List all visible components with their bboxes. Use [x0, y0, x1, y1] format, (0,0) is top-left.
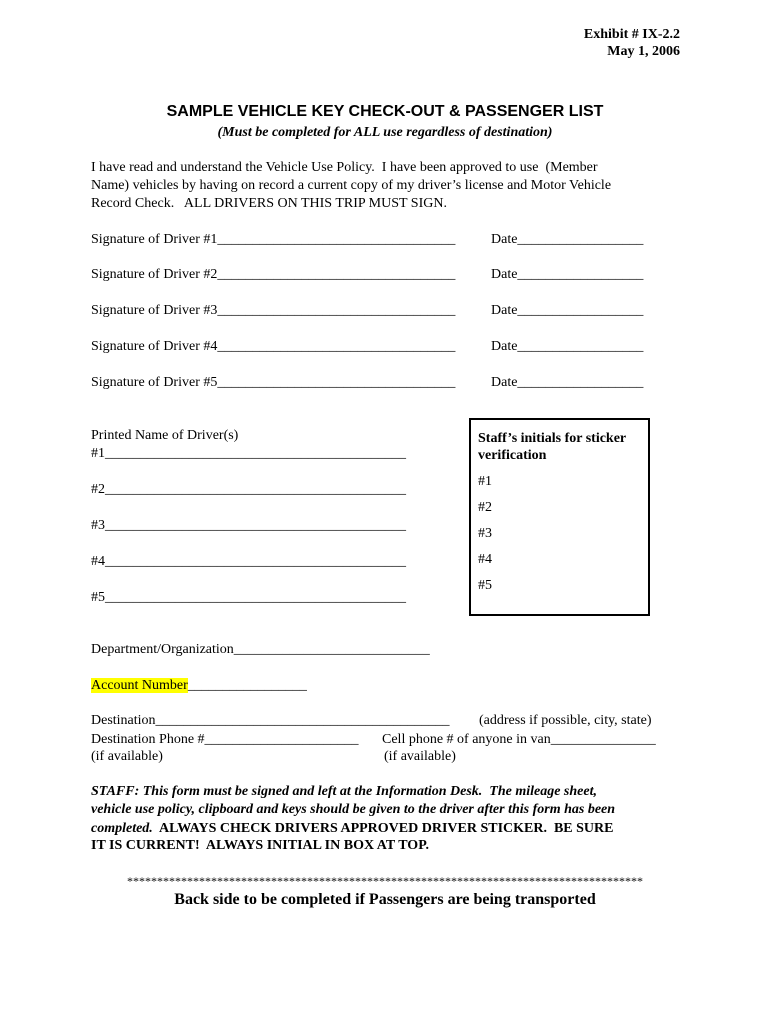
signature-driver-2[interactable]: Signature of Driver #2__________________________________ — [91, 267, 456, 282]
staff-note-line-3-rest: ALWAYS CHECK DRIVERS APPROVED DRIVER STICKER. BE SURE — [152, 821, 614, 836]
staff-box-title-line-1: Staff’s initials for sticker — [478, 431, 627, 446]
printed-name-3[interactable]: #3___________________________________________ — [91, 518, 406, 533]
printed-name-5[interactable]: #5___________________________________________ — [91, 590, 406, 605]
staff-box-title-line-2: verification — [478, 448, 547, 463]
staff-initial-4[interactable]: #4 — [478, 552, 492, 567]
form-subtitle: (Must be completed for ALL use regardless of destination) — [217, 125, 553, 140]
signature-date-4[interactable]: Date__________________ — [491, 339, 644, 354]
signature-driver-3[interactable]: Signature of Driver #3__________________________________ — [91, 303, 456, 318]
staff-initial-2[interactable]: #2 — [478, 500, 492, 515]
signature-driver-4[interactable]: Signature of Driver #4__________________________________ — [91, 339, 456, 354]
staff-note-line-3 — [91, 820, 614, 837]
exhibit-number: Exhibit # IX-2.2 — [583, 27, 680, 42]
destination-phone-availability: (if available) — [91, 749, 163, 764]
printed-names-heading: Printed Name of Driver(s) — [91, 428, 239, 443]
department-field[interactable]: Department/Organization____________________________ — [91, 642, 430, 657]
asterisk-separator: ************************************************************************************** — [127, 874, 643, 888]
account-number-field[interactable] — [91, 677, 307, 694]
intro-line-2: Name) vehicles by having on record a current copy of my driver’s license and Motor Vehicle — [91, 178, 612, 193]
signature-date-2[interactable]: Date__________________ — [491, 267, 644, 282]
staff-note-line-3-italic: completed. — [91, 821, 153, 836]
cell-phone-availability: (if available) — [384, 749, 456, 764]
signature-driver-1[interactable]: Signature of Driver #1__________________________________ — [91, 232, 456, 247]
intro-line-3: Record Check. ALL DRIVERS ON THIS TRIP MUST SIGN. — [91, 196, 447, 211]
account-number-blank: _________________ — [187, 678, 307, 693]
printed-name-2[interactable]: #2___________________________________________ — [91, 482, 406, 497]
printed-name-1[interactable]: #1___________________________________________ — [91, 446, 406, 461]
signature-driver-5[interactable]: Signature of Driver #5__________________________________ — [91, 375, 456, 390]
destination-field[interactable]: Destination__________________________________________ — [91, 713, 450, 728]
staff-initial-1[interactable]: #1 — [478, 474, 492, 489]
account-number-label: Account Number — [91, 678, 188, 693]
signature-date-3[interactable]: Date__________________ — [491, 303, 644, 318]
signature-date-1[interactable]: Date__________________ — [491, 232, 644, 247]
printed-name-4[interactable]: #4___________________________________________ — [91, 554, 406, 569]
destination-note: (address if possible, city, state) — [479, 713, 652, 728]
staff-initial-5[interactable]: #5 — [478, 578, 492, 593]
form-title: SAMPLE VEHICLE KEY CHECK-OUT & PASSENGER LIST — [166, 103, 604, 120]
staff-initials-box — [469, 418, 650, 616]
staff-note-line-1: STAFF: This form must be signed and left at the Information Desk. The mileage sheet, — [91, 784, 597, 799]
exhibit-date: May 1, 2006 — [607, 44, 680, 59]
intro-line-1: I have read and understand the Vehicle Use Policy. I have been approved to use (Member — [91, 160, 598, 175]
staff-note-line-4: IT IS CURRENT! ALWAYS INITIAL IN BOX AT TOP. — [91, 838, 429, 853]
staff-note-line-2: vehicle use policy, clipboard and keys should be given to the driver after this form has been — [91, 802, 616, 817]
staff-initial-3[interactable]: #3 — [478, 526, 492, 541]
signature-date-5[interactable]: Date__________________ — [491, 375, 644, 390]
cell-phone-field[interactable]: Cell phone # of anyone in van_______________ — [382, 732, 656, 747]
back-side-note: Back side to be completed if Passengers are being transported — [174, 891, 596, 908]
destination-phone-field[interactable]: Destination Phone #______________________ — [91, 732, 359, 747]
